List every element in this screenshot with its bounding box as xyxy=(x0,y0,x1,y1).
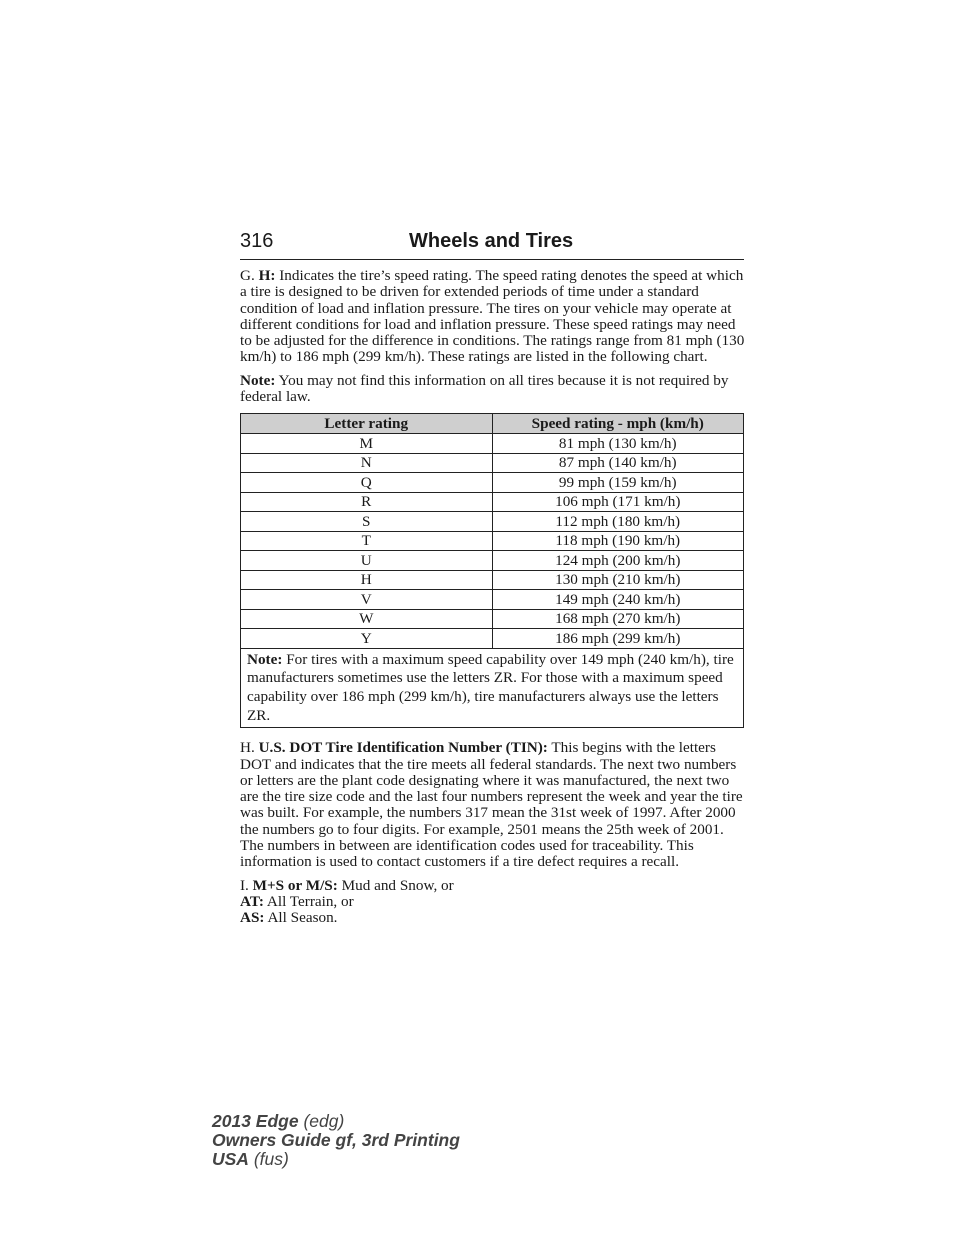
table-row xyxy=(241,531,744,551)
table-row xyxy=(241,590,744,610)
section-i-text: All Season. xyxy=(267,909,338,927)
section-i-text: Mud and Snow, or xyxy=(341,876,454,894)
table-note-label: Note: xyxy=(247,650,283,668)
section-i-prefix: I. xyxy=(240,876,249,894)
table-row xyxy=(241,473,744,493)
letter-cell: U xyxy=(241,551,493,571)
section-g-term: H: xyxy=(258,267,276,284)
table-row xyxy=(241,512,744,532)
letter-cell: R xyxy=(241,492,493,512)
note-federal-law xyxy=(240,373,746,406)
table-header-row xyxy=(241,414,744,434)
section-g xyxy=(240,268,746,366)
speed-cell: 106 mph (171 km/h) xyxy=(492,492,744,512)
letter-cell: Y xyxy=(241,629,493,649)
letter-cell: T xyxy=(241,531,493,551)
page-title: Wheels and Tires xyxy=(409,230,574,252)
letter-cell: Q xyxy=(241,473,493,493)
footer-model: 2013 Edge xyxy=(212,1111,299,1131)
letter-cell: M xyxy=(241,434,493,454)
section-h-text: This begins with the letters DOT and indicates that the tire meets all federal standards. The next two numbers or letters are the plant code designating where it was manufactured, the next two are the tire size code and the last four numbers represent the week and year the tire was built. For example, the numbers 317 mean the 31st week of 1997. After 2000 the numbers go to four digits. For example, 2501 means the 25th week of 2001. The numbers in between are identification codes used for traceability. This information is used to contact customers if a tire defect requires a recall. xyxy=(240,739,743,871)
section-i-term: AT: xyxy=(240,892,264,910)
page-number: 316 xyxy=(240,230,274,252)
speed-cell: 87 mph (140 km/h) xyxy=(492,453,744,473)
table-note-cell xyxy=(241,648,744,727)
table-row xyxy=(241,492,744,512)
page-header xyxy=(240,229,744,260)
table-row xyxy=(241,609,744,629)
speed-cell: 99 mph (159 km/h) xyxy=(492,473,744,493)
section-i-line xyxy=(240,894,746,910)
note-label: Note: xyxy=(240,371,276,389)
letter-cell: S xyxy=(241,512,493,532)
footer-line-2 xyxy=(212,1131,460,1150)
speed-cell: 118 mph (190 km/h) xyxy=(492,531,744,551)
table-note-text: For tires with a maximum speed capability over 149 mph (240 km/h), tire manufacturers sometimes use the letters ZR. For those with a maximum speed capability over 186 mph (299 km/h), tire manufacturers always use the letters ZR. xyxy=(247,650,734,724)
section-i-term: M+S or M/S: xyxy=(252,876,338,894)
speed-cell: 186 mph (299 km/h) xyxy=(492,629,744,649)
footer-line-1 xyxy=(212,1112,460,1131)
note-text: You may not find this information on all tires because it is not required by federal law. xyxy=(240,371,729,406)
table-row xyxy=(241,629,744,649)
section-i xyxy=(240,878,746,927)
footer-model-code: (edg) xyxy=(303,1111,345,1131)
footer-guide: Owners Guide gf, 3rd Printing xyxy=(212,1130,460,1150)
section-i-text: All Terrain, or xyxy=(266,892,354,910)
footer xyxy=(212,1112,460,1169)
speed-cell: 130 mph (210 km/h) xyxy=(492,570,744,590)
letter-cell: W xyxy=(241,609,493,629)
table-row xyxy=(241,570,744,590)
section-h-prefix: H. xyxy=(240,739,255,757)
table-row xyxy=(241,453,744,473)
letter-cell: V xyxy=(241,590,493,610)
section-i-line xyxy=(240,878,746,894)
footer-region: USA xyxy=(212,1149,249,1169)
table-row xyxy=(241,434,744,454)
table-row xyxy=(241,551,744,571)
speed-cell: 81 mph (130 km/h) xyxy=(492,434,744,454)
section-i-line xyxy=(240,910,746,926)
letter-cell: H xyxy=(241,570,493,590)
speed-cell: 168 mph (270 km/h) xyxy=(492,609,744,629)
table-note-row xyxy=(241,648,744,727)
page-content xyxy=(240,268,746,934)
section-g-text: Indicates the tire’s speed rating. The speed rating denotes the speed at which a tire is designed to be driven for extended periods of time under a standard condition of load and inflation pressure. The tires on your vehicle may operate at different conditions for load and inflation pressure. These speed ratings may need to be adjusted for the difference in conditions. The ratings range from 81 mph (130 km/h) to 186 mph (299 km/h). These ratings are listed in the following chart. xyxy=(240,267,745,366)
column-header-speed: Speed rating - mph (km/h) xyxy=(492,414,744,434)
column-header-letter: Letter rating xyxy=(241,414,493,434)
speed-cell: 124 mph (200 km/h) xyxy=(492,551,744,571)
letter-cell: N xyxy=(241,453,493,473)
footer-line-3 xyxy=(212,1150,460,1169)
footer-region-code: (fus) xyxy=(253,1149,289,1169)
section-h xyxy=(240,740,746,870)
section-h-term: U.S. DOT Tire Identification Number (TIN): xyxy=(258,739,548,757)
section-i-term: AS: xyxy=(240,909,265,927)
speed-cell: 112 mph (180 km/h) xyxy=(492,512,744,532)
speed-rating-table xyxy=(240,413,744,728)
speed-cell: 149 mph (240 km/h) xyxy=(492,590,744,610)
section-g-prefix: G. xyxy=(240,267,255,284)
